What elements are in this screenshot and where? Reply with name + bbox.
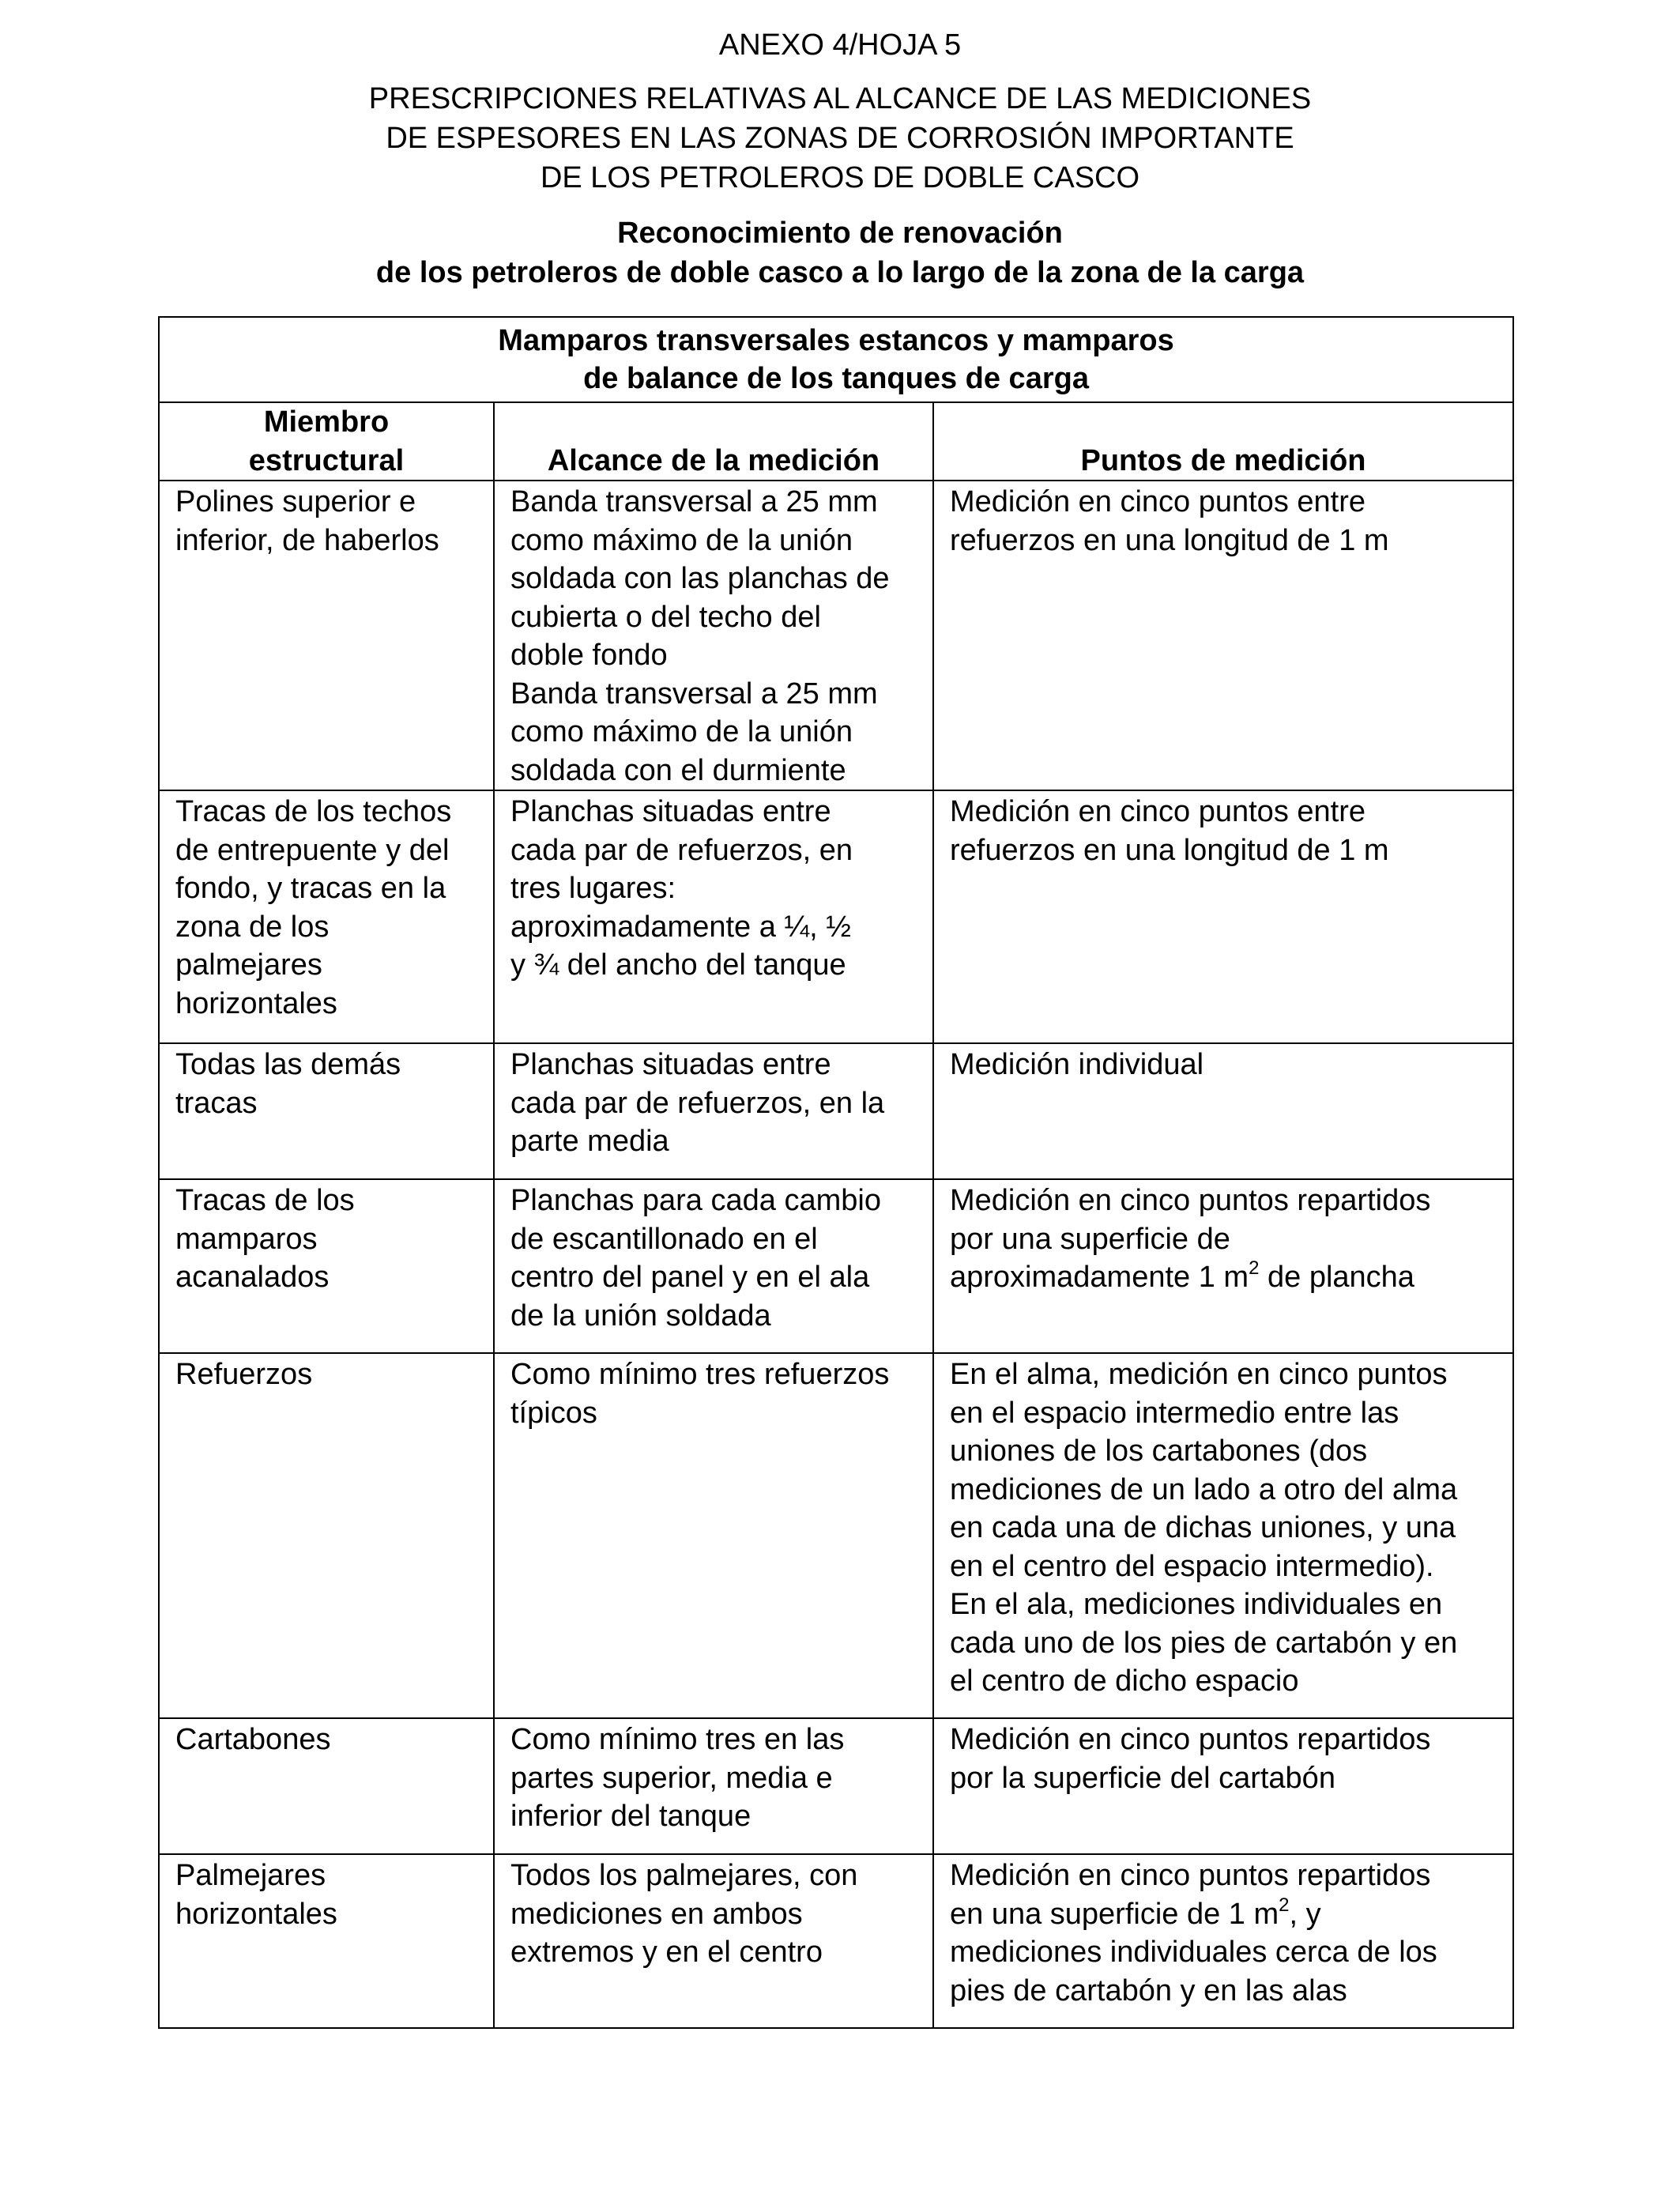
cell-points-text: Medición en cinco puntos repartidos por la superficie del cartabón	[950, 1723, 1431, 1795]
table-row	[159, 1179, 1513, 1353]
cell-points-line-3: mediciones individuales cerca de los	[950, 1936, 1437, 1969]
cell-scope	[494, 790, 933, 1043]
cell-points	[933, 1718, 1513, 1854]
cell-scope-text: Planchas situadas entre cada par de refuerzos, en la parte media	[510, 1048, 885, 1158]
cell-points-line-3-post: de plancha	[1259, 1261, 1414, 1294]
section-header-line-1: Mamparos transversales estancos y mamparos	[498, 323, 1174, 357]
cell-points-text: Medición en cinco puntos entre refuerzos en una longitud de 1 m	[950, 485, 1389, 557]
cell-member	[159, 481, 494, 790]
cell-points-line-3	[950, 1258, 1498, 1297]
cell-member	[159, 790, 494, 1043]
cell-points-line-2: por una superficie de	[950, 1222, 1230, 1256]
table-row	[159, 1043, 1513, 1179]
section-header-row	[159, 317, 1513, 402]
cell-points	[933, 1854, 1513, 2028]
section-header-line-2: de balance de los tanques de carga	[583, 362, 1089, 395]
column-header-row	[159, 402, 1513, 481]
cell-points-line-3-pre: aproximadamente 1 m	[950, 1261, 1249, 1294]
cell-scope	[494, 1043, 933, 1179]
cell-member	[159, 1854, 494, 2028]
table-row	[159, 481, 1513, 790]
cell-points-line-1: Medición en cinco puntos repartidos	[950, 1859, 1431, 1892]
cell-scope	[494, 1718, 933, 1854]
cell-scope-text: Todos los palmejares, con mediciones en ambos extremos y en el centro	[510, 1859, 858, 1969]
superscript-exponent: 2	[1249, 1257, 1260, 1280]
superscript-exponent: 2	[1279, 1894, 1290, 1916]
cell-member-text: Polines superior e inferior, de haberlos	[175, 485, 439, 557]
cell-scope	[494, 481, 933, 790]
cell-scope	[494, 1353, 933, 1718]
table-row	[159, 790, 1513, 1043]
column-header-points: Puntos de medición	[933, 402, 1513, 481]
cell-member-text: Cartabones	[175, 1723, 331, 1756]
document-subtitle	[0, 213, 1680, 292]
cell-member-text: Tracas de los mamparos acanalados	[175, 1184, 355, 1294]
document-title	[0, 79, 1680, 198]
subtitle-line-2: de los petroleros de doble casco a lo largo de la zona de la carga	[375, 256, 1305, 289]
cell-scope	[494, 1854, 933, 2028]
cell-points-text: Medición en cinco puntos entre refuerzos en una longitud de 1 m	[950, 795, 1389, 867]
cell-scope-text: Como mínimo tres en las partes superior, media e inferior del tanque	[510, 1723, 845, 1833]
cell-points	[933, 790, 1513, 1043]
table-row	[159, 1353, 1513, 1718]
cell-points	[933, 1353, 1513, 1718]
cell-points-line-4: pies de cartabón y en las alas	[950, 1973, 1347, 2007]
cell-member	[159, 1353, 494, 1718]
cell-member-text: Palmejares horizontales	[175, 1859, 337, 1931]
title-line-3: DE LOS PETROLEROS DE DOBLE CASCO	[540, 161, 1140, 194]
cell-member	[159, 1718, 494, 1854]
table-row	[159, 1854, 1513, 2028]
cell-points	[933, 1043, 1513, 1179]
cell-points-line-2-post: , y	[1289, 1897, 1321, 1931]
cell-points-text: Medición individual	[950, 1048, 1204, 1081]
measurement-table	[158, 316, 1514, 2029]
cell-member	[159, 1043, 494, 1179]
cell-member	[159, 1179, 494, 1353]
table-row	[159, 1718, 1513, 1854]
cell-scope-text: Banda transversal a 25 mm como máximo de la unión soldada con las planchas de cubierta o del techo del doble fondo Banda transversal a 25 mm como máximo de la unión soldada con el durmiente	[510, 485, 890, 787]
cell-scope-text: Como mínimo tres refuerzos típicos	[510, 1358, 890, 1430]
annex-label: ANEXO 4/HOJA 5	[718, 28, 962, 62]
column-header-member	[159, 402, 494, 481]
cell-scope-text: Planchas situadas entre cada par de refuerzos, en tres lugares: aproximadamente a ¼, ½ y ¾ del ancho del tanque	[510, 795, 853, 982]
cell-points-line-2-pre: en una superficie de 1 m	[950, 1897, 1279, 1931]
title-line-1: PRESCRIPCIONES RELATIVAS AL ALCANCE DE LAS MEDICIONES	[368, 82, 1312, 115]
cell-points	[933, 1179, 1513, 1353]
cell-points-text: En el alma, medición en cinco puntos en el espacio intermedio entre las uniones de los cartabones (dos mediciones de un lado a otro del alma en cada una de dichas uniones, y una en el centro del espacio intermedio). En el ala, mediciones individuales en cada uno de los pies de cartabón y en el centro de dicho espacio	[950, 1358, 1458, 1698]
column-header-member-label: Miembro estructural	[248, 405, 405, 477]
cell-points-line-1: Medición en cinco puntos repartidos	[950, 1184, 1431, 1217]
cell-member-text: Refuerzos	[175, 1358, 313, 1391]
column-header-scope: Alcance de la medición	[494, 402, 933, 481]
cell-member-text: Todas las demás tracas	[175, 1048, 401, 1120]
section-header	[159, 317, 1513, 402]
cell-scope-text: Planchas para cada cambio de escantillonado en el centro del panel y en el ala de la unión soldada	[510, 1184, 881, 1333]
cell-scope	[494, 1179, 933, 1353]
cell-member-text: Tracas de los techos de entrepuente y del fondo, y tracas en la zona de los palmejares horizontales	[175, 795, 452, 1020]
title-line-2: DE ESPESORES EN LAS ZONAS DE CORROSIÓN IMPORTANTE	[386, 122, 1294, 155]
cell-points-line-2	[950, 1895, 1498, 1934]
cell-points	[933, 481, 1513, 790]
subtitle-line-1: Reconocimiento de renovación	[617, 217, 1063, 250]
